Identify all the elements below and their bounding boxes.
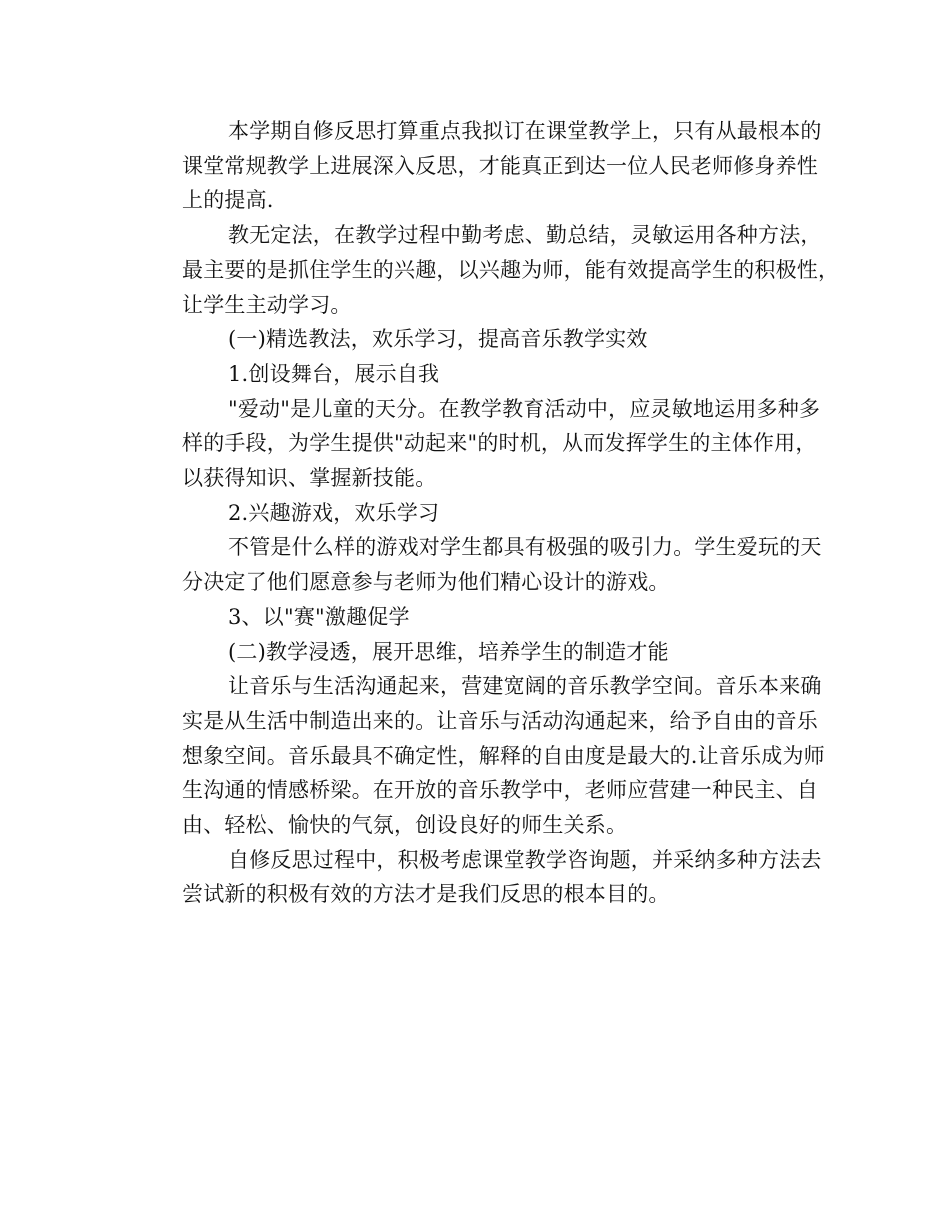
paragraph-5 <box>140 669 825 843</box>
text-line: 想象空间。音乐最具不确定性，解释的自由度是最大的.让音乐成为师 <box>182 743 825 768</box>
text-line: 让音乐与生活沟通起来，营建宽阔的音乐教学空间。音乐本来确 <box>228 674 822 699</box>
text-line: "爱动"是儿童的天分。在教学教育活动中，应灵敏地运用多种多 <box>228 396 821 421</box>
text-line: (一)精选教法，欢乐学习，提高音乐教学实效 <box>228 327 648 352</box>
subheading-1 <box>140 357 815 392</box>
paragraph-4 <box>140 530 822 599</box>
text-line: 教无定法，在教学过程中勤考虑、勤总结，灵敏运用各种方法， <box>228 223 822 248</box>
subheading-3 <box>140 600 815 635</box>
text-line: 3、以"赛"激趣促学 <box>228 604 410 629</box>
text-line: 上的提高. <box>182 188 274 213</box>
text-line: 本学期自修反思打算重点我拟订在课堂教学上，只有从最根本的 <box>228 119 822 143</box>
text-line: 课堂常规教学上进展深入反思，才能真正到达一位人民老师修身养性 <box>182 153 818 178</box>
subheading-2 <box>140 496 815 531</box>
text-line: (二)教学浸透，展开思维，培养学生的制造才能 <box>228 639 669 664</box>
text-line: 不管是什么样的游戏对学生都具有极强的吸引力。学生爱玩的天 <box>228 535 822 560</box>
text-line: 1.创设舞台，展示自我 <box>228 361 440 386</box>
text-line: 样的手段，为学生提供"动起来"的时机，从而发挥学生的主体作用， <box>182 431 817 456</box>
text-line: 以获得知识、掌握新技能。 <box>182 466 437 491</box>
paragraph-3 <box>140 392 821 496</box>
text-line: 让学生主动学习。 <box>182 292 352 317</box>
text-line: 尝试新的积极有效的方法才是我们反思的根本目的。 <box>182 882 670 907</box>
text-line: 生沟通的情感桥梁。在开放的音乐教学中，老师应营建一种民主、自 <box>182 778 818 803</box>
paragraph-1 <box>140 114 822 218</box>
text-line: 2.兴趣游戏，欢乐学习 <box>228 500 440 525</box>
text-line: 分决定了他们愿意参与老师为他们精心设计的游戏。 <box>182 570 670 595</box>
text-line: 自修反思过程中，积极考虑课堂教学咨询题，并采纳多种方法去 <box>228 847 822 872</box>
paragraph-2 <box>140 218 840 322</box>
text-line: 实是从生活中制造出来的。让音乐与活动沟通起来，给予自由的音乐 <box>182 708 818 733</box>
section-heading-1 <box>140 322 815 357</box>
text-line: 由、轻松、愉快的气氛，创设良好的师生关系。 <box>182 813 628 838</box>
document-body <box>140 114 840 912</box>
text-line: 最主要的是抓住学生的兴趣，以兴趣为师，能有效提高学生的积极性， <box>182 257 840 282</box>
section-heading-2 <box>140 635 815 670</box>
paragraph-6 <box>140 843 822 912</box>
